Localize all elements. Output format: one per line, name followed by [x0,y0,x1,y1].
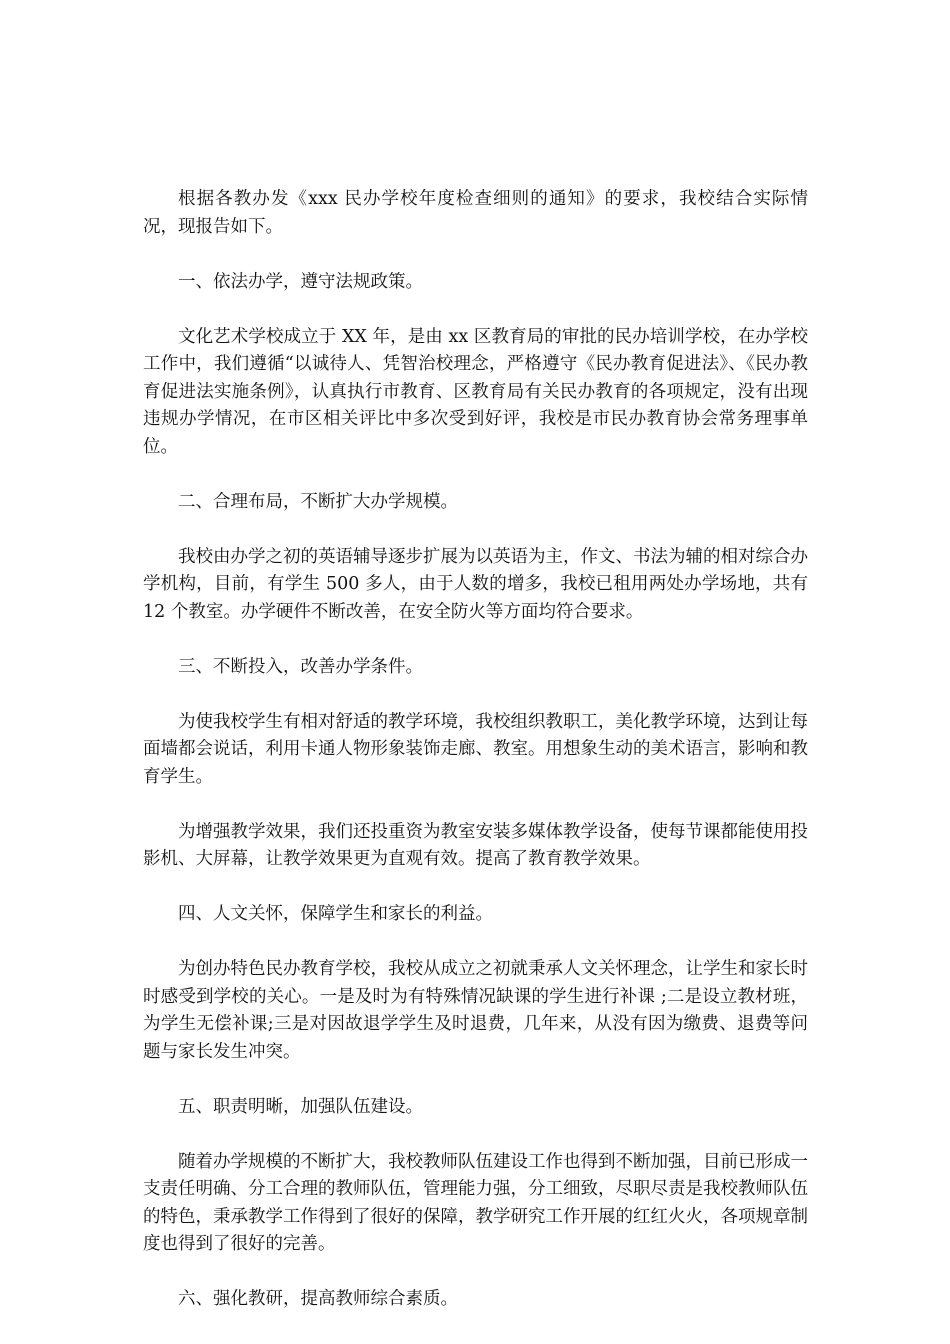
section-heading-3: 三、不断投入，改善办学条件。 [178,656,423,677]
section-heading-2: 二、合理布局，不断扩大办学规模。 [178,491,458,512]
paragraph-section-5: 随着办学规模的不断扩大，我校教师队伍建设工作也得到不断加强，目前已形成一支责任明确、分工合理的教师队伍，管理能力强，分工细致，尽职尽责是我校教师队伍的特色，秉承教学工作得到了很好的保障，教学研究工作开展的红红火火，各项规章制度也得到了很好的完善。 [143,1151,808,1254]
paragraph-intro: 根据各教办发《xxx 民办学校年度检查细则的通知》的要求，我校结合实际情况，现报告如下。 [143,189,808,237]
paragraph-section-3b: 为增强教学效果，我们还投重资为教室安装多媒体教学设备，使每节课都能使用投影机、大屏幕，让教学效果更为直观有效。提高了教育教学效果。 [143,821,808,869]
section-heading-4: 四、人文关怀，保障学生和家长的利益。 [178,904,493,924]
section-heading-6: 六、强化教研，提高教师综合素质。 [178,1289,458,1309]
paragraph-section-3a: 为使我校学生有相对舒适的教学环境，我校组织教职工，美化教学环境，达到让每面墙都会说话，利用卡通人物形象装饰走廊、教室。用想象生动的美术语言，影响和教育学生。 [143,711,808,787]
section-heading-1: 一、依法办学，遵守法规政策。 [178,271,423,292]
paragraph-section-2: 我校由办学之初的英语辅导逐步扩展为以英语为主，作文、书法为辅的相对综合办学机构，目前，有学生 500 多人，由于人数的增多，我校已租用两处办学场地，共有 12 个教室。办学硬件不断改善，在安全防火等方面均符合要求。 [143,546,808,622]
section-heading-5: 五、职责明晰，加强队伍建设。 [178,1096,423,1117]
document-body [143,186,808,1341]
paragraph-section-1: 文化艺术学校成立于 XX 年，是由 xx 区教育局的审批的民办培训学校，在办学校工作中，我们遵循“以诚待人、凭智治校理念，严格遵守《民办教育促进法》、《民办教育促进法实施条例》，认真执行市教育、区教育局有关民办教育的各项规定，没有出现违规办学情况，在市区相关评比中多次受到好评，我校是市民办教育协会常务理事单位。 [143,326,808,457]
paragraph-section-4: 为创办特色民办教育学校，我校从成立之初就秉承人文关怀理念，让学生和家长时时感受到学校的关心。一是及时为有特殊情况缺课的学生进行补课 ;二是设立教材班，为学生无偿补课;三是对因故退学学生及时退费，几年来，从没有因为缴费、退费等问题与家长发生冲突。 [143,959,808,1062]
